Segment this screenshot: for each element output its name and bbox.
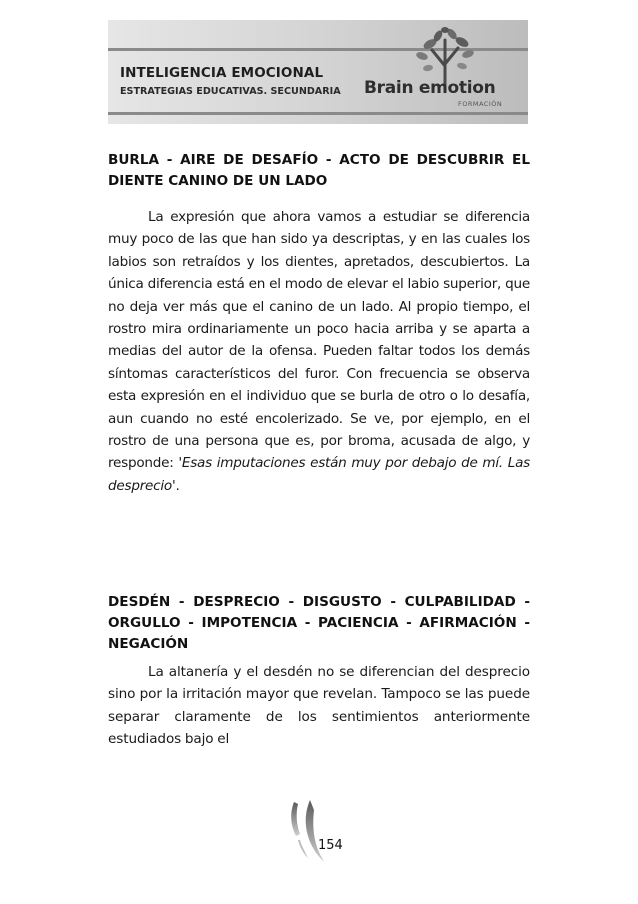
logo-subtitle: FORMACIÓN — [458, 100, 503, 108]
banner-bottom-rule — [108, 112, 528, 115]
section-paragraph-desden: La altanería y el desdén no se diferencian del desprecio sino por la irritación mayor que revelan. Tampoco se las puede separar claramente de los sentimientos anteriormente estudiados bajo el — [108, 664, 530, 748]
book-subtitle: ESTRATEGIAS EDUCATIVAS. SECUNDARIA — [120, 86, 341, 97]
page-number: 154 — [318, 838, 343, 853]
section-heading-burla: BURLA - AIRE DE DESAFÍO - ACTO DE DESCUBRIR EL DIENTE CANINO DE UN LADO — [108, 152, 530, 189]
section-heading-desden: DESDÉN - DESPRECIO - DISGUSTO - CULPABILIDAD - ORGULLO - IMPOTENCIA - PACIENCIA - AFIRMACIÓN - NEGACIÓN — [108, 594, 530, 652]
paragraph-quote: Esas imputaciones están muy por debajo de mí. Las desprecio — [108, 455, 530, 494]
logo-name: Brain emotion — [364, 78, 496, 98]
book-title: INTELIGENCIA EMOCIONAL — [120, 65, 324, 81]
section-paragraph-burla — [108, 206, 530, 497]
paragraph-text: La expresión que ahora vamos a estudiar se diferencia muy poco de las que han sido ya descriptas, y en las cuales los labios son retraídos y los dientes, apretados, descubiertos. La única diferencia está en el modo de elevar el labio superior, que no deja ver más que el canino de un lado. Al propio tiempo, el rostro mira ordinariamente un poco hacia arriba y se aparta a medias del autor de la ofensa. Pueden faltar todos los demás síntomas característicos del furor. Con frecuencia se observa esta expresión en el individuo que se burla de otro o lo desafía, aun cuando no esté encolerizado. Se ve, por ejemplo, en el rostro de una persona que es, por broma, acusada de algo, y responde: ' — [108, 209, 530, 472]
paragraph-quote-end: '. — [171, 477, 180, 494]
header-banner — [108, 20, 528, 124]
